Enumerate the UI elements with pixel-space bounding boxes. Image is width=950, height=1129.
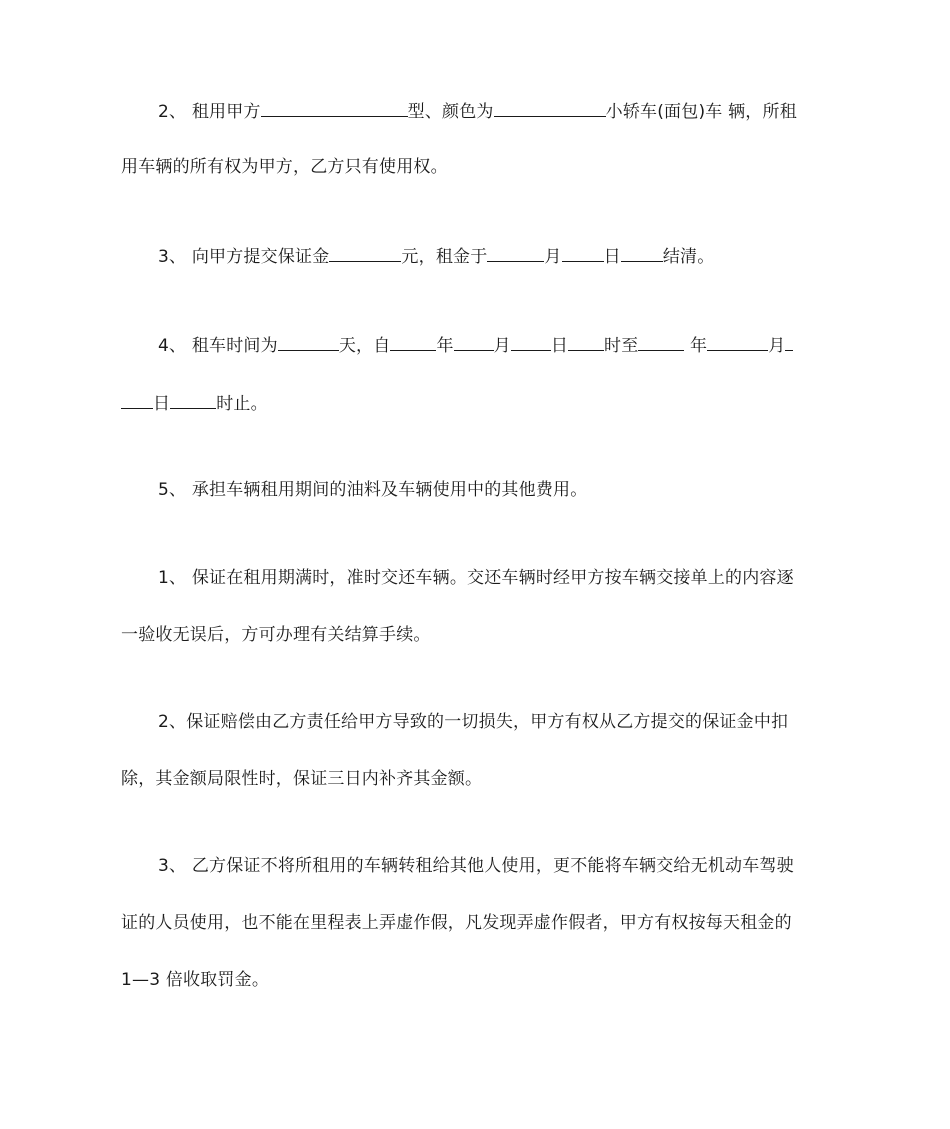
text: 日: [153, 394, 171, 414]
blank-start-year: [390, 332, 436, 351]
clause-4-line-1: [158, 332, 793, 358]
text: 年: [436, 336, 454, 356]
obligation-3-line-3: 1—3 倍收取罚金。: [121, 970, 270, 990]
blank-color: [494, 98, 606, 117]
blank-end-month-tail: [785, 332, 793, 351]
clause-2-line-1: [158, 98, 797, 124]
text: 年: [684, 336, 708, 356]
text: 结清。: [662, 247, 715, 267]
text: 2、 租用甲方: [158, 102, 261, 122]
clause-2-line-2: 用车辆的所有权为甲方，乙方只有使用权。: [121, 157, 448, 177]
text: 月: [768, 336, 786, 356]
blank-end-hour: [170, 390, 216, 409]
text: 日: [603, 247, 621, 267]
text: 3、 向甲方提交保证金: [158, 247, 330, 267]
text: 月: [544, 247, 562, 267]
blank-extra: [621, 243, 663, 262]
blank-start-hour: [568, 332, 604, 351]
obligation-1-line-2: 一验收无误后，方可办理有关结算手续。: [121, 625, 431, 645]
clause-5: 5、 承担车辆租用期间的油料及车辆使用中的其他费用。: [158, 480, 588, 500]
blank-deposit: [329, 243, 401, 262]
text: 天，自: [338, 336, 391, 356]
blank-start-month: [454, 332, 494, 351]
blank-day: [562, 243, 604, 262]
text: 型、颜色为: [407, 102, 494, 122]
obligation-1-line-1: 1、 保证在租用期满时，准时交还车辆。交还车辆时经甲方按车辆交接单上的内容逐: [158, 568, 794, 588]
blank-end-year: [638, 332, 684, 351]
text: 时至: [604, 336, 639, 356]
blank-start-day: [511, 332, 551, 351]
text: 小轿车(面包)车 辆，所租: [605, 102, 797, 122]
text: 时止。: [216, 394, 268, 414]
blank-month: [487, 243, 544, 262]
blank-end-day: [121, 390, 153, 409]
obligation-2-line-2: 除，其金额局限性时，保证三日内补齐其金额。: [121, 769, 483, 789]
text: 日: [550, 336, 569, 356]
blank-days: [278, 332, 339, 351]
obligation-3-line-2: 证的人员使用，也不能在里程表上弄虚作假，凡发现弄虚作假者，甲方有权按每天租金的: [121, 913, 792, 933]
obligation-2-line-1: 2、保证赔偿由乙方责任给甲方导致的一切损失，甲方有权从乙方提交的保证金中扣: [158, 712, 789, 732]
blank-end-month: [707, 332, 768, 351]
clause-4-line-2: [121, 390, 268, 416]
obligation-3-line-1: 3、 乙方保证不将所租用的车辆转租给其他人使用，更不能将车辆交给无机动车驾驶: [158, 856, 794, 876]
text: 月: [493, 336, 511, 356]
text: 4、 租车时间为: [158, 336, 278, 356]
text: 元，租金于: [401, 247, 488, 267]
blank-model: [261, 98, 408, 117]
clause-3-deposit: [158, 243, 714, 269]
